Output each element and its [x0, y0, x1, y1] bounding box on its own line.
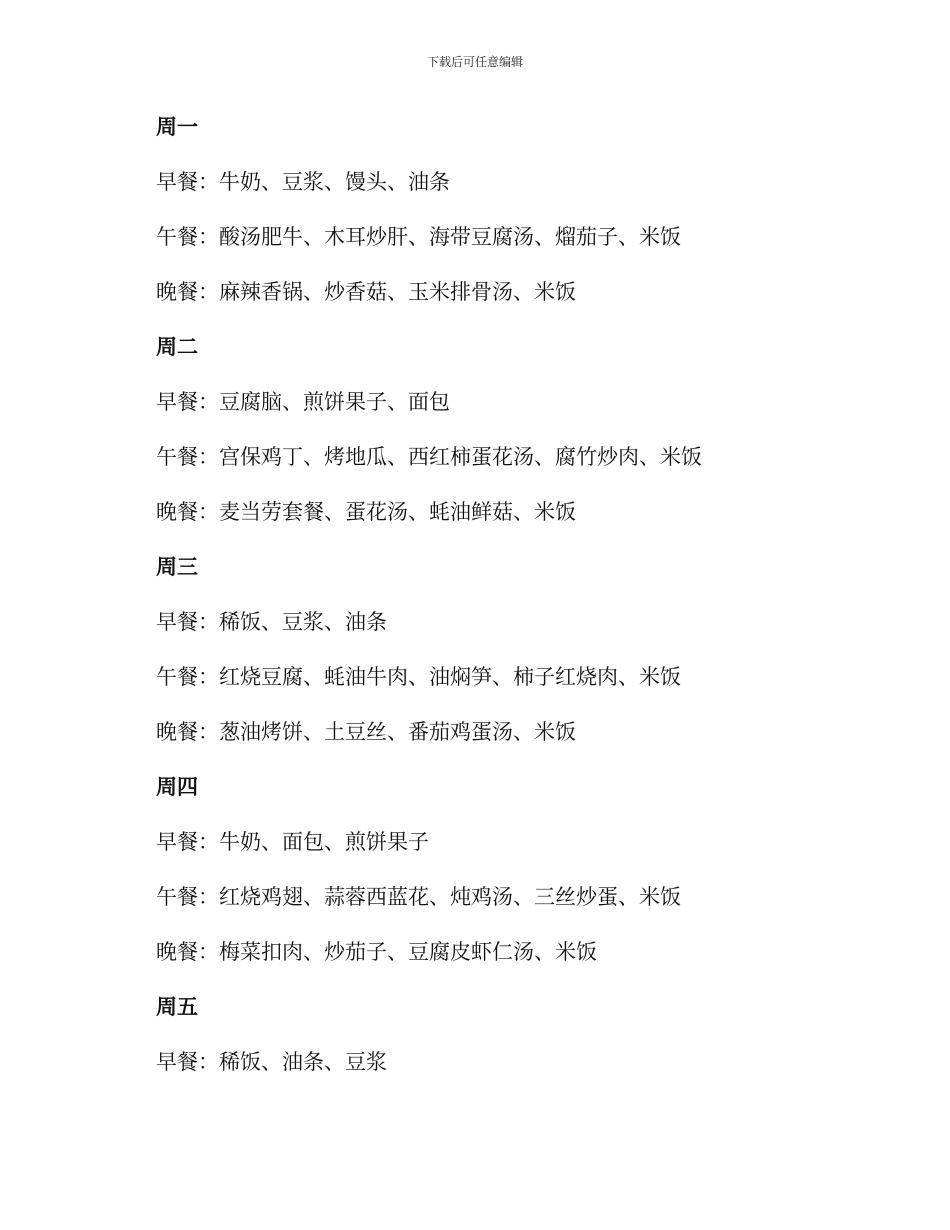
day-block-wednesday	[156, 550, 856, 749]
day-title: 周二	[156, 334, 198, 359]
meal-breakfast: 早餐：稀饭、油条、豆浆	[156, 1050, 387, 1074]
meal-lunch: 午餐：红烧鸡翅、蒜蓉西蓝花、炖鸡汤、三丝炒蛋、米饭	[156, 885, 681, 909]
meal-dinner: 晚餐：葱油烤饼、土豆丝、番茄鸡蛋汤、米饭	[156, 720, 576, 744]
meal-lunch: 午餐：宫保鸡丁、烤地瓜、西红柿蛋花汤、腐竹炒肉、米饭	[156, 445, 702, 469]
day-block-friday	[156, 990, 856, 1079]
meal-lunch: 午餐：红烧豆腐、蚝油牛肉、油焖笋、柿子红烧肉、米饭	[156, 665, 681, 689]
meal-breakfast: 早餐：稀饭、豆浆、油条	[156, 610, 387, 634]
menu-content	[156, 110, 856, 1100]
meal-breakfast: 早餐：豆腐脑、煎饼果子、面包	[156, 390, 450, 414]
meal-breakfast: 早餐：牛奶、豆浆、馒头、油条	[156, 170, 450, 194]
day-block-thursday	[156, 770, 856, 969]
day-title: 周一	[156, 114, 198, 139]
day-block-monday	[156, 110, 856, 309]
day-title: 周四	[156, 774, 198, 799]
meal-dinner: 晚餐：梅菜扣肉、炒茄子、豆腐皮虾仁汤、米饭	[156, 940, 597, 964]
meal-dinner: 晚餐：麦当劳套餐、蛋花汤、蚝油鲜菇、米饭	[156, 500, 576, 524]
meal-dinner: 晚餐：麻辣香锅、炒香菇、玉米排骨汤、米饭	[156, 280, 576, 304]
meal-breakfast: 早餐：牛奶、面包、煎饼果子	[156, 830, 429, 854]
meal-lunch: 午餐：酸汤肥牛、木耳炒肝、海带豆腐汤、熘茄子、米饭	[156, 225, 681, 249]
day-title: 周五	[156, 994, 198, 1019]
header-note: 下载后可任意编辑	[426, 55, 523, 69]
day-block-tuesday	[156, 330, 856, 529]
day-title: 周三	[156, 554, 198, 579]
